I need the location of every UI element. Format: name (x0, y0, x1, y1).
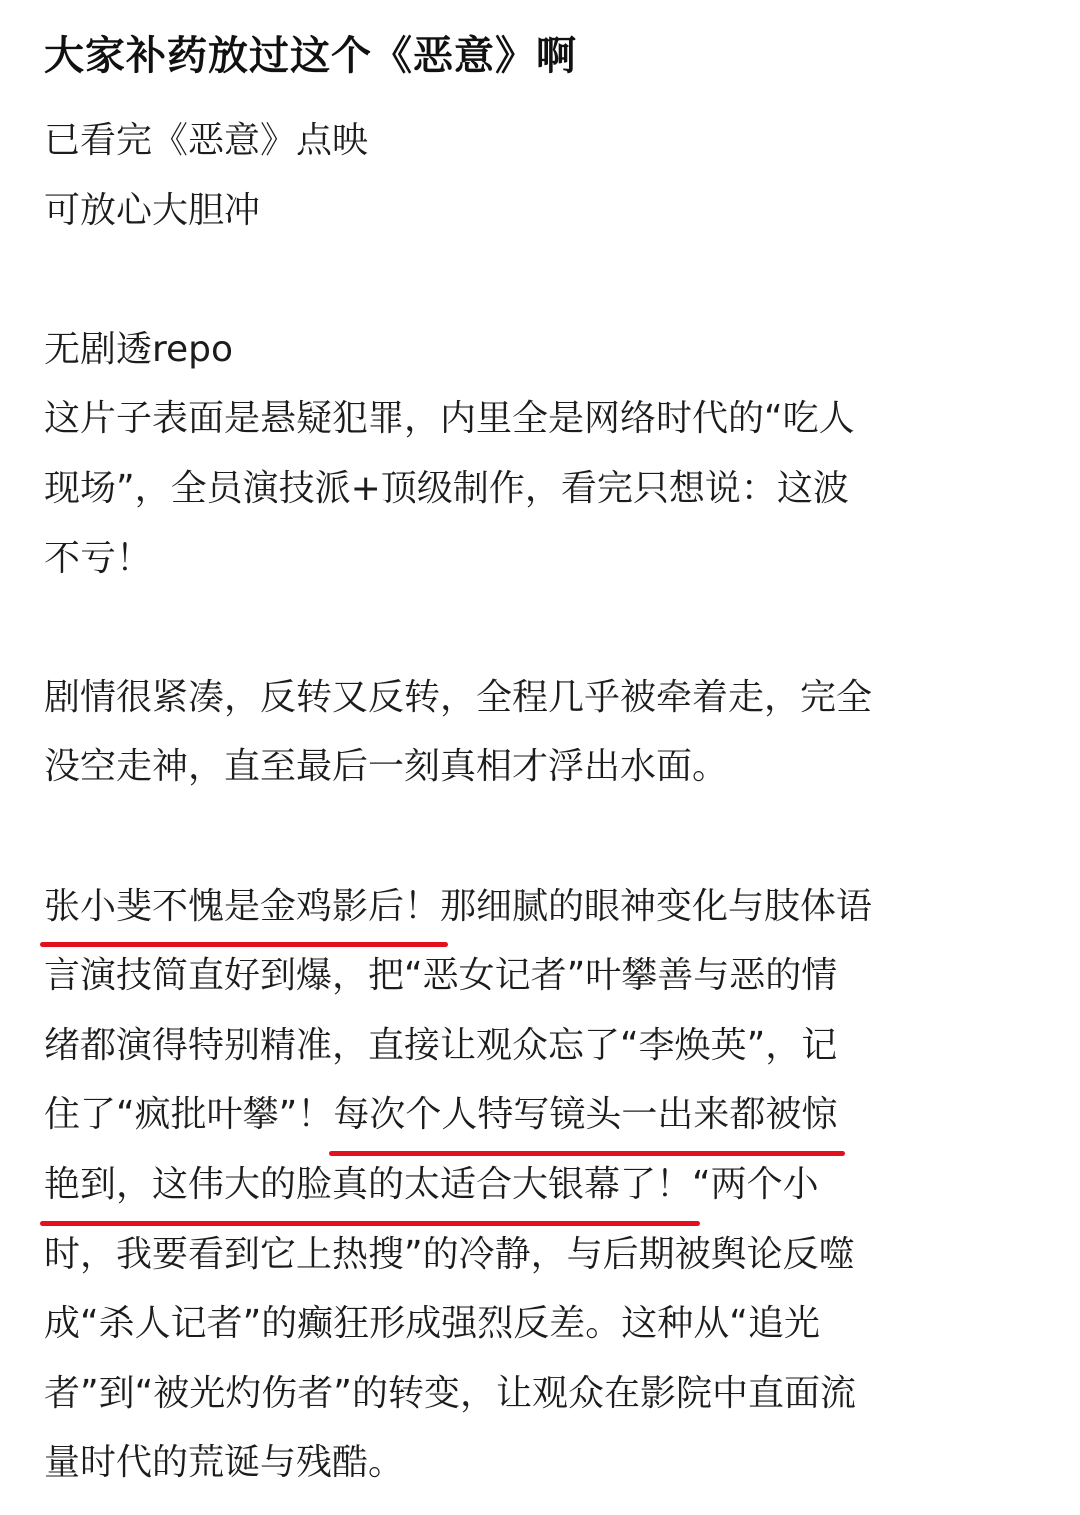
paragraph-line: 没空走神，直至最后一刻真相才浮出水面。 (44, 746, 729, 788)
repo-heading: 无剧透repo (44, 328, 234, 370)
paragraph-line: 绪都演得特别精准，直接让观众忘了“李焕英”，记 (44, 1024, 838, 1066)
paragraph-gap (44, 593, 1044, 663)
paragraph-line: 不亏！ (44, 537, 153, 579)
line-text: “两个小 (692, 1163, 819, 1205)
line-text: 那细腻的眼神变化与肢体语 (440, 885, 873, 927)
post-title: 大家补药放过这个《恶意》啊 (44, 33, 577, 79)
intro-line: 可放心大胆冲 (44, 189, 261, 231)
paragraph-line: 剧情很紧凑，反转又反转，全程几乎被牵着走，完全 (44, 676, 873, 718)
underlined-highlight: 每次个人特写镜头一出来都被惊 (333, 1080, 837, 1150)
paragraph-line: 者”到“被光灼伤者”的转变，让观众在影院中直面流 (44, 1372, 856, 1414)
paragraph-line: 成“杀人记者”的癫狂形成强烈反差。这种从“追光 (44, 1303, 820, 1345)
paragraph-line: 量时代的荒诞与残酷。 (44, 1442, 405, 1484)
intro-line: 已看完《恶意》点映 (44, 120, 369, 161)
paragraph-line: 时，我要看到它上热搜”的冷静，与后期被舆论反噬 (44, 1233, 855, 1275)
paragraph-line (44, 1080, 1044, 1150)
underlined-highlight: 张小斐不愧是金鸡影后！ (44, 872, 440, 942)
line-text: 住了“疯批叶攀”！ (44, 1094, 334, 1136)
paragraph-line: 现场”，全员演技派+顶级制作，看完只想说：这波 (44, 467, 849, 509)
post-article (44, 26, 1044, 1498)
paragraph-line: 言演技简直好到爆，把“恶女记者”叶攀善与恶的情 (44, 955, 838, 997)
paragraph-line (44, 1150, 1044, 1220)
paragraph-line (44, 872, 1044, 942)
paragraph-line: 这片子表面是悬疑犯罪，内里全是网络时代的“吃人 (44, 398, 855, 440)
paragraph-gap (44, 245, 1044, 315)
paragraph-gap (44, 802, 1044, 872)
underlined-highlight: 艳到，这伟大的脸真的太适合大银幕了！ (44, 1150, 692, 1220)
